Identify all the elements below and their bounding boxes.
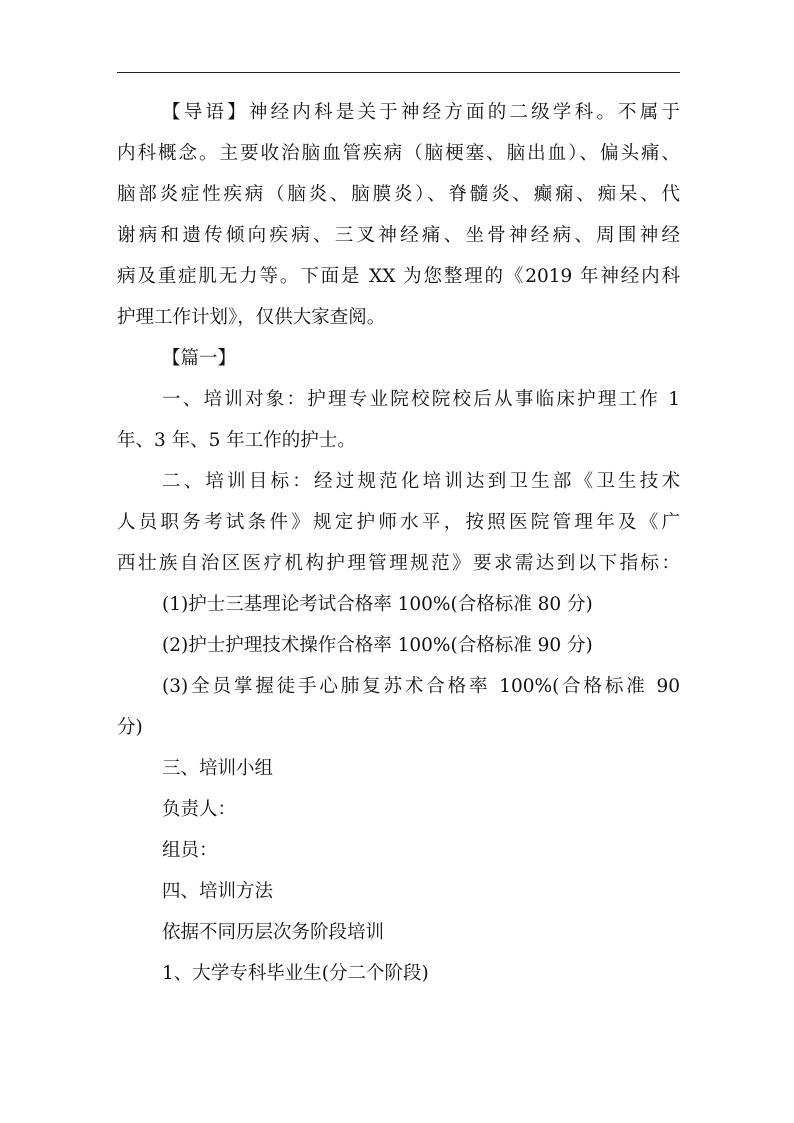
header-rule [117,72,680,73]
item2-line-1: 二、培训目标：经过规范化培训达到卫生部《卫生技术 [162,471,680,492]
item1-line-2: 年、3 年、5 年工作的护士。 [117,430,356,451]
section-title: 【篇一】 [162,348,237,369]
item1-line-1: 一、培训对象：护理专业院校院校后从事临床护理工作 1 [162,389,680,410]
intro-line-3: 脑部炎症性疾病（脑炎、脑膜炎）、脊髓炎、癫痫、痴呆、代 [117,184,680,205]
intro-line-1: 【导语】神经内科是关于神经方面的二级学科。不属于 [162,102,680,123]
item4-heading: 四、培训方法 [162,881,274,902]
intro-line-6: 护理工作计划》，仅供大家查阅。 [117,307,386,328]
method-text: 依据不同历层次务阶段培训 [162,922,385,943]
target-3-line-1: (3)全员掌握徒手心肺复苏术合格率 100%(合格标准 90 [162,676,680,697]
item2-line-3: 西壮族自治区医疗机构护理管理规范》要求需达到以下指标： [117,553,680,574]
item3-heading: 三、培训小组 [162,758,274,779]
method-1: 1、大学专科毕业生(分二个阶段) [162,963,429,984]
target-2: (2)护士护理技术操作合格率 100%(合格标准 90 分) [162,635,593,656]
intro-line-5: 病及重症肌无力等。下面是 XX 为您整理的《2019 年神经内科 [117,266,680,287]
intro-line-4: 谢病和遗传倾向疾病、三叉神经痛、坐骨神经病、周围神经 [117,225,680,246]
members-label: 组员： [162,840,218,861]
leader-label: 负责人： [162,799,237,820]
item2-line-2: 人员职务考试条件》规定护师水平，按照医院管理年及《广 [117,512,680,533]
document-body [117,92,680,994]
intro-line-2: 内科概念。主要收治脑血管疾病（脑梗塞、脑出血）、偏头痛、 [117,143,680,164]
target-1: (1)护士三基理论考试合格率 100%(合格标准 80 分) [162,594,593,615]
target-3-line-2: 分) [117,717,143,738]
